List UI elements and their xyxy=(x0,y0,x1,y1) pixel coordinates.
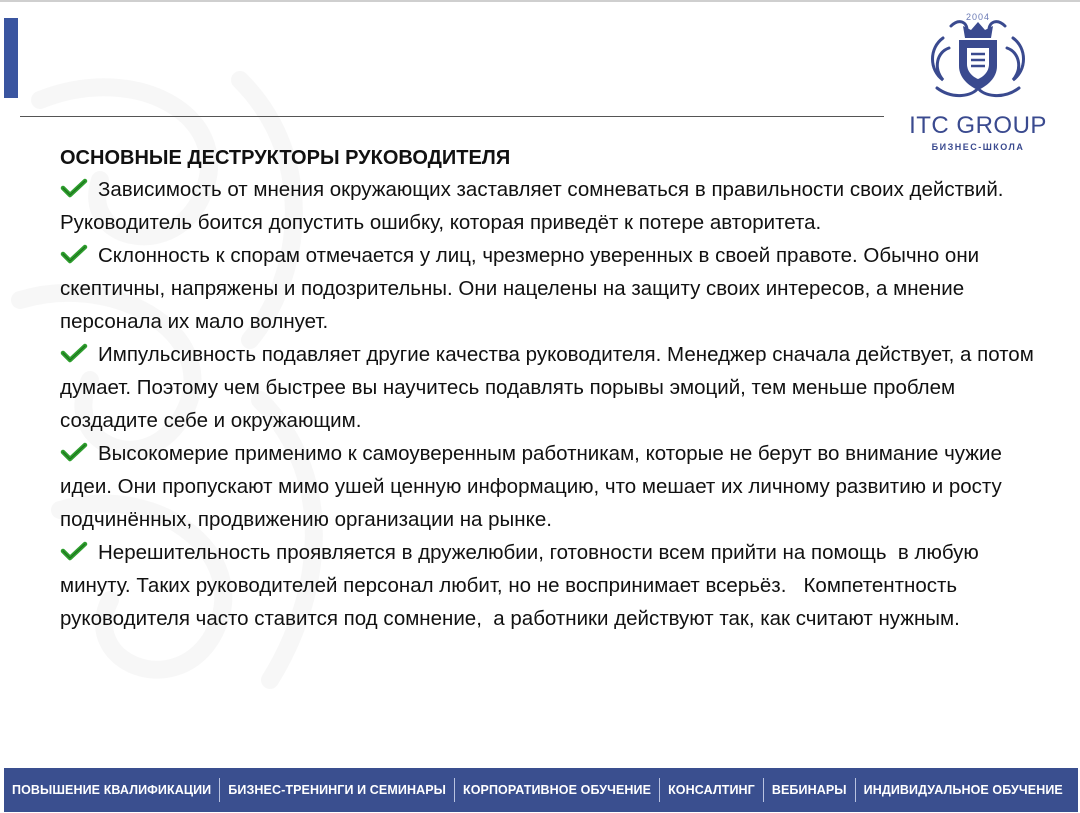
crest-icon xyxy=(923,8,1033,104)
footer-link-qualification[interactable]: ПОВЫШЕНИЕ КВАЛИФИКАЦИИ xyxy=(12,783,212,797)
footer-link-individual[interactable]: ИНДИВИДУАЛЬНОЕ ОБУЧЕНИЕ xyxy=(863,783,1063,797)
checkmark-icon xyxy=(60,442,88,462)
list-item xyxy=(60,338,1035,437)
list-item-text: Склонность к спорам отмечается у лиц, чрезмерно уверенных в своей правоте. Обычно они скептичны, напряжены и подозрительны. Они нацелены на защиту своих интересов, а мнение персонала их мало волнует. xyxy=(60,244,980,333)
company-logo xyxy=(898,8,1058,152)
slide-content xyxy=(60,143,1035,635)
footer-link-consulting[interactable]: КОНСАЛТИНГ xyxy=(668,783,755,797)
list-item xyxy=(60,437,1035,536)
list-item xyxy=(60,239,1035,338)
footer-link-corporate[interactable]: КОРПОРАТИВНОЕ ОБУЧЕНИЕ xyxy=(462,783,652,797)
slide-title: ОСНОВНЫЕ ДЕСТРУКТОРЫ РУКОВОДИТЕЛЯ xyxy=(60,147,511,169)
list-item xyxy=(60,173,1035,239)
list-item-text: Высокомерие применимо к самоуверенным работникам, которые не берут во внимание чужие идеи. Они пропускают мимо ушей ценную информацию, что мешает их личному развитию и росту подчинённых, продвижению организации на рынке. xyxy=(60,442,1002,531)
header-divider xyxy=(20,116,884,117)
footer-nav xyxy=(4,768,1078,812)
list-item-text: Зависимость от мнения окружающих заставляет сомневаться в правильности своих действий. Руководитель боится допустить ошибку, которая приведёт к потере авторитета. xyxy=(60,178,1004,234)
checkmark-icon xyxy=(60,541,88,561)
list-item-text: Нерешительность проявляется в дружелюбии, готовности всем прийти на помощь в любую минуту. Таких руководителей персонал любит, но не воспринимает всерьёз. Компетентность руководителя часто ставится под сомнение, а работники действуют так, как считают нужным. xyxy=(60,541,985,630)
list-item-text: Импульсивность подавляет другие качества руководителя. Менеджер сначала действует, а потом думает. Поэтому чем быстрее вы научитесь подавлять порывы эмоций, тем меньше проблем создадите себе и окружающим. xyxy=(60,343,1034,432)
logo-name: ITC GROUP xyxy=(909,112,1047,139)
logo-subtitle: БИЗНЕС-ШКОЛА xyxy=(931,142,1025,152)
top-border xyxy=(0,0,1080,2)
checkmark-icon xyxy=(60,244,88,264)
checkmark-icon xyxy=(60,178,88,198)
list-item xyxy=(60,536,1035,635)
footer-link-trainings[interactable]: БИЗНЕС-ТРЕНИНГИ И СЕМИНАРЫ xyxy=(228,783,446,797)
checkmark-icon xyxy=(60,343,88,363)
logo-year: 2004 xyxy=(965,12,991,22)
footer-link-webinars[interactable]: ВЕБИНАРЫ xyxy=(771,783,847,797)
